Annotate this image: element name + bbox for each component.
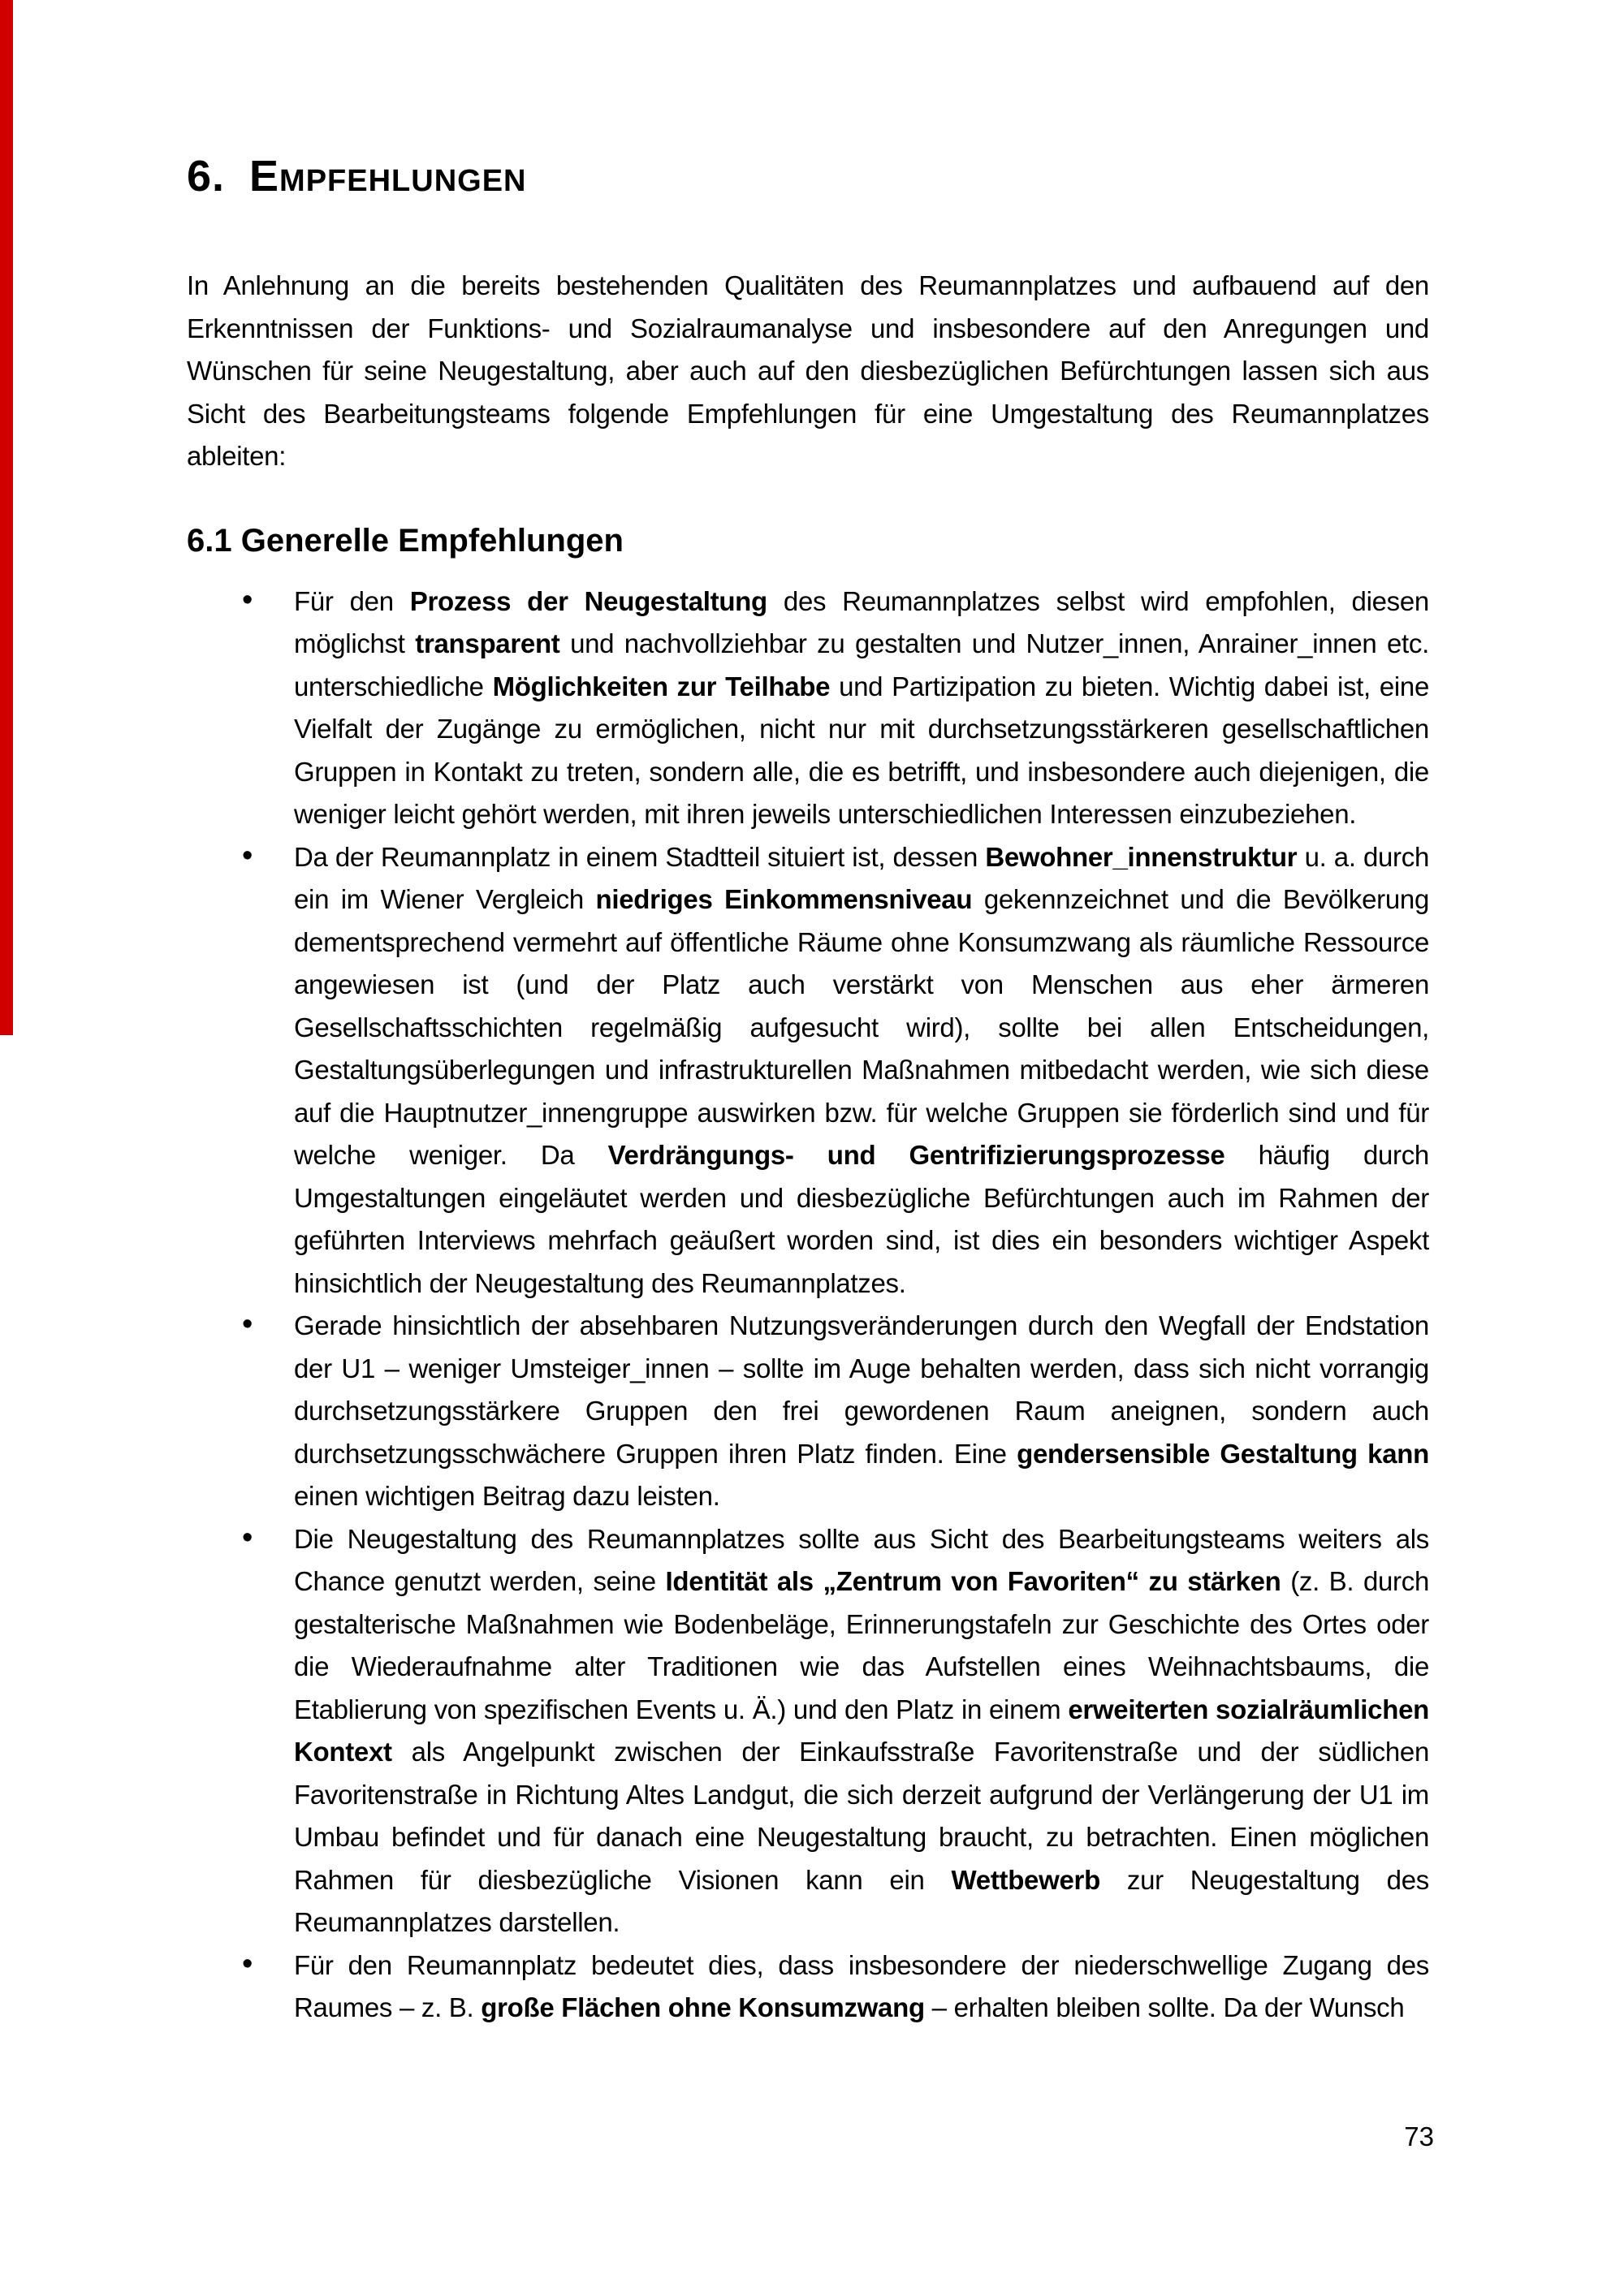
bullet-item	[187, 1518, 1429, 1944]
bullet-item	[187, 1944, 1429, 2030]
bullet-text: Die Neugestaltung des Reumannplatzes sollte aus Sicht des Bearbeitungsteams weiters als Chance genutzt werden, seine Identität als „Zentrum von Favoriten“ zu stärken (z. B. durch gestalterische Maßnahmen wie Bodenbeläge, Erinnerungstafeln zur Geschichte des Ortes oder die Wiederaufnahme alter Traditionen wie das Aufstellen eines Weihnachtsbaums, die Etablierung von spezifischen Events u. Ä.) und den Platz in einem erweiterten sozialräumlichen Kontext als Angelpunkt zwischen der Einkaufsstraße Favoritenstraße und der südlichen Favoritenstraße in Richtung Altes Landgut, die sich derzeit aufgrund der Verlängerung der U1 im Umbau befindet und für danach eine Neugestaltung braucht, zu betrachten. Einen möglichen Rahmen für diesbezügliche Visionen kann ein Wettbewerb zur Neugestaltung des Reumannplatzes darstellen.	[294, 1523, 1430, 1937]
bullet-text: Da der Reumannplatz in einem Stadtteil situiert ist, dessen Bewohner_innenstruktur u. a. durch ein im Wiener Vergleich niedriges Einkommensniveau gekennzeichnet und die Bevölkerung dementsprechend vermehrt auf öffentliche Räume ohne Konsumzwang als räumliche Ressource angewiesen ist (und der Platz auch verstärkt von Menschen aus eher ärmeren Gesellschaftsschichten regelmäßig aufgesucht wird), sollte bei allen Entscheidungen, Gestaltungsüberlegungen und infrastrukturellen Maßnahmen mitbedacht werden, wie sich diese auf die Hauptnutzer_innengruppe auswirken bzw. für welche Gruppen sie förderlich sind und für welche weniger. Da Verdrängungs- und Gentrifizierungsprozesse häufig durch Umgestaltungen eingeläutet werden und diesbezügliche Befürchtungen auch im Rahmen der geführten Interviews mehrfach geäußert worden sind, ist dies ein besonders wichtiger Aspekt hinsichtlich der Neugestaltung des Reumannplatzes.	[294, 841, 1429, 1298]
bullet-icon: •	[242, 838, 253, 873]
bullet-item	[187, 580, 1429, 836]
bullet-icon: •	[242, 1307, 253, 1341]
bullet-text: Gerade hinsichtlich der absehbaren Nutzungsveränderungen durch den Wegfall der Endstation der U1 – weniger Umsteiger_innen – sollte im Auge behalten werden, dass sich nicht vorrangig durchsetzungsstärkere Gruppen den frei gewordenen Raum aneignen, sondern auch durchsetzungsschwächere Gruppen ihren Platz finden. Eine gendersensible Gestaltung kann einen wichtigen Beitrag dazu leisten.	[294, 1310, 1430, 1511]
red-accent-bar	[0, 0, 13, 1035]
section-heading: 6. Empfehlungen	[187, 152, 527, 201]
subsection-heading: 6.1 Generelle Empfehlungen	[187, 522, 624, 559]
bullet-text: Für den Prozess der Neugestaltung des Reumannplatzes selbst wird empfohlen, diesen möglichst transparent und nachvollziehbar zu gestalten und Nutzer_innen, Anrainer_innen etc. unterschiedliche Möglichkeiten zur Teilhabe und Partizipation zu bieten. Wichtig dabei ist, eine Vielfalt der Zugänge zu ermöglichen, nicht nur mit durchsetzungsstärkeren gesellschaftlichen Gruppen in Kontakt zu treten, sondern alle, die es betrifft, und insbesondere auch diejenigen, die weniger leicht gehört werden, mit ihren jeweils unterschiedlichen Interessen einzubeziehen.	[294, 585, 1430, 829]
bullet-icon: •	[242, 1520, 253, 1555]
bullet-list	[187, 580, 1429, 2030]
page-number: 73	[1404, 2121, 1434, 2151]
page-content	[187, 0, 1429, 2030]
intro-paragraph: In Anlehnung an die bereits bestehenden Qualitäten des Reumannplatzes und aufbauend auf den Erkenntnissen der Funktions- und Sozialraumanalyse und insbesondere auf den Anregungen und Wünschen für seine Neugestaltung, aber auch auf den diesbezüglichen Befürchtungen lassen sich aus Sicht des Bearbeitungsteams folgende Empfehlungen für eine Umgestaltung des Reumannplatzes ableiten:	[187, 270, 1429, 471]
bullet-icon: •	[242, 582, 253, 617]
bullet-icon: •	[242, 1946, 253, 1981]
bullet-item	[187, 836, 1429, 1306]
bullet-item	[187, 1305, 1429, 1518]
bullet-text: Für den Reumannplatz bedeutet dies, dass insbesondere der niederschwellige Zugang des Raumes – z. B. große Flächen ohne Konsumzwang – erhalten bleiben sollte. Da der Wunsch	[294, 1949, 1429, 2022]
